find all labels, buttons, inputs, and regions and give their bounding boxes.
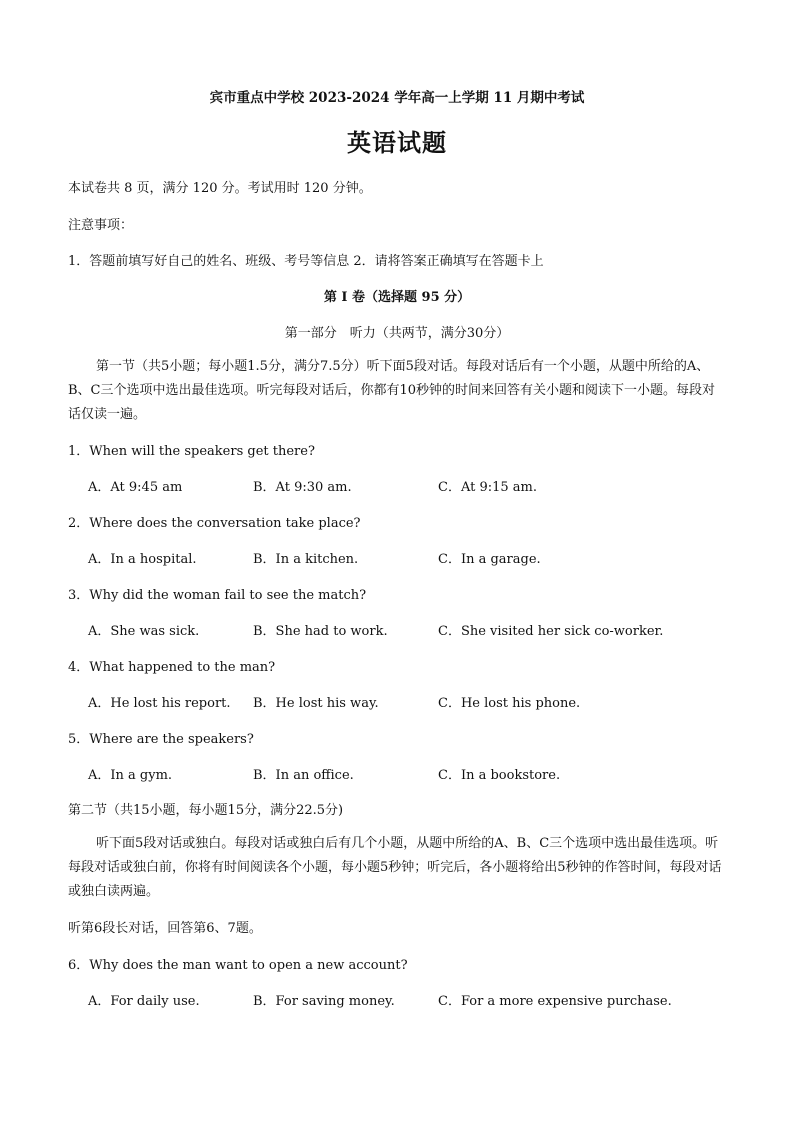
option-c: C．She visited her sick co-worker.	[438, 624, 664, 639]
question-stem: 3．Why did the woman fail to see the match?	[68, 588, 367, 603]
option-b: B．In an office.	[253, 768, 354, 783]
option-b: B．At 9:30 am.	[253, 480, 352, 495]
part-heading: 第一部分 听力（共两节，满分30分）	[284, 326, 510, 341]
option-b: B．She had to work.	[253, 624, 388, 639]
option-b: B．For saving money.	[253, 994, 395, 1009]
option-c: C．In a garage.	[438, 552, 541, 567]
option-a: A．For daily use.	[88, 994, 200, 1009]
option-c: C．He lost his phone.	[438, 696, 581, 711]
option-b: B．In a kitchen.	[253, 552, 359, 567]
exam-info: 本试卷共 8 页，满分 120 分。考试用时 120 分钟。	[68, 181, 372, 196]
question-stem: 1．When will the speakers get there?	[68, 444, 315, 459]
question-stem: 4．What happened to the man?	[68, 660, 276, 675]
notice-heading: 注意事项：	[68, 218, 134, 233]
option-a: A．She was sick.	[88, 624, 200, 639]
question-stem: 6．Why does the man want to open a new account?	[68, 958, 408, 973]
section2-instructions: 听下面5段对话或独白。每段对话或独白后有几个小题，从题中所给的A、B、C三个选项中选出最佳选项。听每段对话或独白前，你将有时间阅读各个小题，每小题5秒钟；听完后，各小题将给出5秒钟的作答时间，每段对话或独白读两遍。	[68, 836, 722, 899]
option-b: B．He lost his way.	[253, 696, 379, 711]
question-stem: 2．Where does the conversation take place?	[68, 516, 361, 531]
section2-sub-heading: 听第6段长对话，回答第6、7题。	[68, 921, 262, 936]
question-stem: 5．Where are the speakers?	[68, 732, 254, 747]
notice-item: 1．答题前填写好自己的姓名、班级、考号等信息 2．请将答案正确填写在答题卡上	[68, 254, 544, 269]
option-a: A．In a hospital.	[88, 552, 197, 567]
option-a: A．At 9:45 am	[88, 480, 183, 495]
option-c: C．In a bookstore.	[438, 768, 561, 783]
option-c: C．For a more expensive purchase.	[438, 994, 672, 1009]
volume-heading: 第 I 卷（选择题 95 分）	[323, 290, 471, 305]
section1-instructions: 第一节（共5小题；每小题1.5分，满分7.5分）听下面5段对话。每段对话后有一个小题，从题中所给的A、B、C三个选项中选出最佳选项。听完每段对话后，你都有10秒钟的时间来回答有关小题和阅读下一小题。每段对话仅读一遍。	[68, 359, 716, 422]
page-title: 英语试题	[347, 128, 447, 157]
exam-header: 宾市重点中学校 2023-2024 学年高一上学期 11 月期中考试	[209, 90, 585, 106]
option-c: C．At 9:15 am.	[438, 480, 537, 495]
section2-heading: 第二节（共15小题，每小题15分，满分22.5分)	[68, 803, 344, 818]
option-a: A．In a gym.	[88, 768, 173, 783]
option-a: A．He lost his report.	[88, 696, 231, 711]
